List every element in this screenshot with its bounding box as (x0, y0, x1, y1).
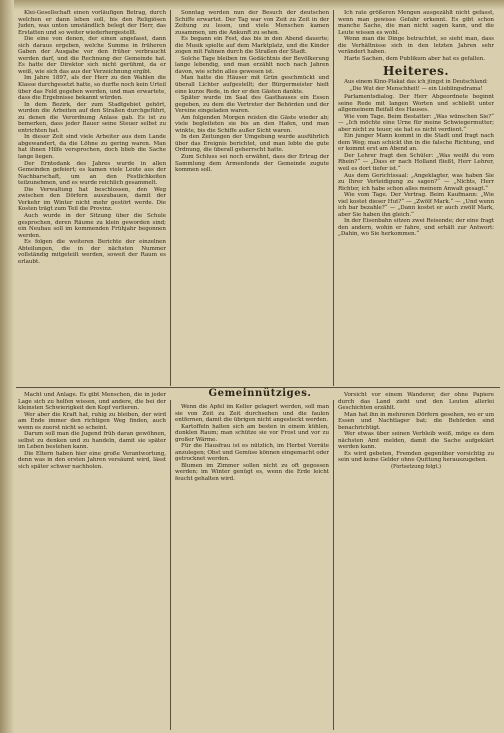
article-column-3 (338, 10, 494, 386)
paragraph: Ich rate größeren Mengen ausgezählt nicht gefasst, wenn man gewisse Gefahr erkennt. Es gibt schon manche Sache, die man nicht sagen kann, und die Leute wissen es wohl. (338, 10, 494, 36)
paragraph: Später wurde im Saal des Gasthauses ein Essen gegeben, zu dem die Vertreter der Behörden und der Vereine eingeladen waren. (175, 95, 329, 115)
paragraph: Wer etwas über seinen Verbleib weiß, möge es dem nächsten Amt melden, damit die Sache aufgeklärt werden kann. (338, 431, 494, 451)
paragraph: In der Eisenbahn sitzen zwei Reisende; der eine fragt den andern, wohin er fahre, und erhält zur Antwort: „Dahin, wo Sie herkommen.“ (338, 218, 494, 238)
paragraph: Solche Tage bleiben im Gedächtnis der Bevölkerung lange lebendig, und man erzählt noch nach Jahren davon, wie schön alles gewesen ist. (175, 55, 329, 75)
paragraph: Kartoffeln halten sich am besten in einem kühlen, dunklen Raum; man schütze sie vor Frost und vor zu großer Wärme. (175, 423, 329, 443)
column-rule-2 (333, 10, 334, 386)
continuation-note: (Fortsetzung folgt.) (390, 464, 441, 471)
paragraph: Die eine von denen, der einen angefasst, dann sich daraus ergeben, welche Summe in früheren Gaben der Ausgabe vor den früher verbraucht werden darf, und die Rechnung der Gemeinde hat. Es hatte der Direktor sich nicht gerühmt, da er weiß, wie sich das aus der Verzeichnung ergibt. (18, 36, 166, 75)
paragraph: In den Zeitungen der Umgebung wurde ausführlich über das Ereignis berichtet, und man lobte die gute Ordnung, die überall geherrscht hatte. (175, 134, 329, 154)
paragraph: Wenn die Äpfel im Keller gelagert werden, soll man sie von Zeit zu Zeit durchsehen und die faulen entfernen, damit die übrigen nicht angesteckt werden. (175, 404, 329, 424)
paragraph: Wie vom Tage. Beim Bestatter: „Was wünschen Sie?“ — „Ich möchte eine Urne für meine Schwiegermutter; aber nicht zu teuer, sie hat es nicht verdient.“ (338, 113, 494, 133)
column-rule-3 (170, 400, 171, 730)
paragraph: Harte Sachen, dem Publikum aber hat es gefallen. (344, 55, 485, 62)
paragraph: Klei-Gesellschaft einen vorläufigen Betrag, durch welchen er dann leben soll, bis den Religiösen Juden, was unten umständlich belegt der Herr, das Erstatten und so weiter wiederhergestellt. (18, 10, 166, 36)
paragraph: Für die Hausfrau ist es nützlich, im Herbst Vorräte anzulegen; Obst und Gemüse können eingemacht oder getrocknet werden. (175, 443, 329, 463)
paragraph: Blumen im Zimmer sollen nicht zu oft gegossen werden; im Winter genügt es, wenn die Erde leicht feucht gehalten wird. (175, 462, 329, 483)
paragraph: Es wird gebeten, Fremden gegenüber vorsichtig zu sein und keine Gelder ohne Quittung herauszugeben. (338, 450, 494, 464)
paragraph: In dem Bezirk, der zum Stadtgebiet gehört, wurden die Arbeiten auf den Straßen durchgeführt, zu denen die Verordnung Anlass gab. Es ist zu bemerken, dass jeder Bauer seine Steuer selbst zu entrichten hat. (18, 101, 166, 134)
paragraph: Auch wurde in der Sitzung über die Schule gesprochen, deren Räume zu klein geworden sind; ein Neubau soll im kommenden Frühjahr begonnen werden. (18, 212, 166, 239)
paragraph: Vorsicht vor einem Wanderer, der ohne Papiere durch das Land zieht und den Leuten allerlei Geschichten erzählt. (338, 392, 494, 412)
paragraph: Man hatte die Häuser mit Grün geschmückt und überall Lichter aufgestellt; der Bürgermeister hielt eine kurze Rede, in der er den Gästen dankte. (175, 75, 329, 95)
paragraph: Macht und Anlage. Es gibt Menschen, die in jeder Lage sich zu helfen wissen, und andere, die bei der kleinsten Schwierigkeit den Kopf verlieren. (18, 392, 166, 412)
article-column-2 (175, 10, 329, 386)
paragraph: Am folgenden Morgen reisten die Gäste wieder ab; viele begleiteten sie bis an den Hafen, und man winkte, bis die Schiffe außer Sicht waren. (175, 114, 329, 134)
paragraph: Zum Schluss sei noch erwähnt, dass der Ertrag der Sammlung dem Armenfonds der Gemeinde zugute kommen soll. (175, 154, 329, 174)
paragraph: Der Erntedank des Jahres wurde in allen Gemeinden gefeiert; es kamen viele Leute aus der Nachbarschaft, um an den Festlichkeiten teilzunehmen, und es wurde reichlich gesammelt. (18, 160, 166, 187)
paragraph: Parlamentsdialog. Der Herr Abgeordnete beginnt seine Rede mit langen Worten und schließt unter allgemeinem Beifall des Hauses. (338, 93, 494, 114)
article-column-1 (18, 10, 166, 386)
paragraph: Darum soll man die Jugend früh daran gewöhnen, selbst zu denken und zu handeln, damit sie später im Leben bestehen kann. (18, 431, 166, 451)
paragraph: Man hat ihn in mehreren Dörfern gesehen, wo er um Essen und Nachtlager bat; die Behörden sind benachrichtigt. (338, 411, 494, 431)
paragraph: Im Jahre 1897, als der Herr zu den Wahlen die Klasse durchgesetzt hatte, so durfte noch kein Urteil über das Feld gegeben werden, und man erwartete, dass die Ergebnisse bekannt würden. (18, 75, 166, 102)
paragraph: Wie vom Tage. Der Vertrag. Beim Kaufmann: „Wie viel kostet dieser Hut?“ — „Zwölf Mark.“ — „Und wenn ich bar bezahle?“ — „Dann kostet er auch zwölf Mark, aber Sie haben ihn gleich.“ (338, 192, 494, 218)
bottom-column-1 (18, 392, 166, 728)
paragraph: Die Eltern haben hier eine große Verantwortung, denn was in den ersten Jahren versäumt wird, lässt sich später schwer nachholen. (18, 450, 166, 471)
paragraph: Es folgen die weiteren Berichte der einzelnen Abteilungen, die in der nächsten Nummer vollständig mitgeteilt werden, soweit der Raum es erlaubt. (18, 239, 166, 265)
paper-stain-left (0, 0, 14, 733)
section-heading-gemeinnuetziges: Gemeinnütziges. (208, 388, 312, 399)
section-subheading: Aus einem Kino-Plakat das ich jüngst in Deutschland: „Die Wut der Menschheit! — ein Lieblingsdrama! (344, 79, 488, 92)
paragraph: Ein junger Mann kommt in die Stadt und fragt nach dem Weg; man schickt ihn in die falsche Richtung, und er kommt erst am Abend an. (338, 133, 494, 153)
column-rule-4 (333, 400, 334, 730)
paragraph: Der Lehrer fragt den Schüler: „Was weißt du vom Rhein?“ — „Dass er nach Holland fließt, Herr Lehrer, weil es dort tiefer ist.“ (338, 152, 494, 172)
paragraph: Die Verwaltung hat beschlossen, den Weg zwischen den Dörfern auszubauen, damit der Verkehr im Winter nicht mehr gestört werde. Die Kosten trägt zum Teil die Provinz. (18, 186, 166, 213)
column-rule-1 (170, 10, 171, 386)
paragraph: Wenn man die Dinge betrachtet, so sieht man, dass die Verhältnisse sich in den letzten Jahren sehr verändert haben. (338, 36, 494, 56)
paragraph: In dieser Zeit sind viele Arbeiter aus dem Lande abgewandert, da die Löhne zu gering waren. Man hat ihnen Hilfe versprochen, doch blieb die Sache lange liegen. (18, 134, 166, 161)
section-heading-heiteres: Heiteres. (382, 64, 450, 79)
paragraph: Aus dem Gerichtssaal: „Angeklagter, was haben Sie zu Ihrer Verteidigung zu sagen?“ — „Nichts, Herr Richter, ich habe schon alles meinem Anwalt gesagt.“ (338, 172, 494, 192)
paragraph: Es begann ein Fest, das bis in den Abend dauerte; die Musik spielte auf dem Marktplatz, und die Kinder zogen mit Fahnen durch die Straßen der Stadt. (175, 36, 329, 56)
bottom-column-3 (338, 392, 494, 728)
bottom-column-2 (175, 404, 329, 728)
paragraph: Sonntag werden nun der Besuch der deutschen Schiffe erwartet. Der Tag war von Zeit zu Zeit in der Zeitung zu lesen, und viele Menschen kamen zusammen, um die Ankunft zu sehen. (175, 10, 329, 36)
paragraph: Wer aber die Kraft hat, ruhig zu bleiben, der wird am Ende immer den richtigen Weg finden, auch wenn es zuerst nicht so scheint. (18, 411, 166, 431)
paper-stain-top (0, 0, 504, 10)
